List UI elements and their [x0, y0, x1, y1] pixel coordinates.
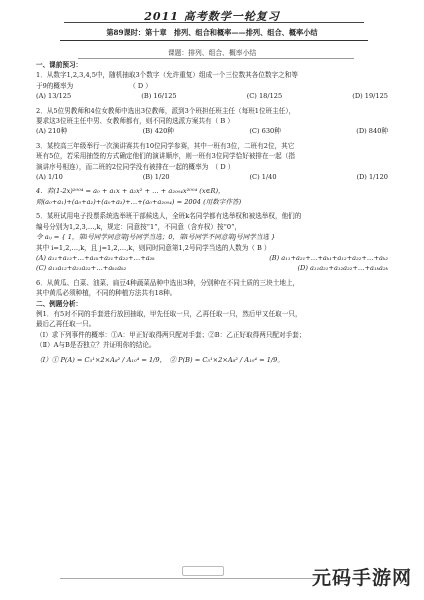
- example-1: [36, 309, 388, 365]
- problem-line: 于9的概率为 （ D ）: [36, 81, 152, 90]
- problem-line: 3．某校高三年级举行一次演讲赛共有10位同学参赛，其中一班有3位，二班有2位，其它: [36, 141, 295, 150]
- example-line: 例1．有5对不同的手套进行放回抽取，甲先任取一只，乙再任取一只，然后甲又任取一只，: [36, 309, 302, 318]
- option-d: (D) 1/120: [356, 173, 388, 182]
- section-heading-examples: 二、例题分析：: [36, 299, 83, 308]
- option-row: [36, 253, 388, 263]
- problem-line: 班有5位，若采用抽签的方式确定他们的演讲顺序，则一班有3位同学恰好被排在一起（指: [36, 152, 295, 161]
- problem-line: 编号分别为1,2,3,…,k，规定：同意按“1”，不同意（含弃权）按“0”，: [36, 222, 242, 231]
- problem-line: 其中黄瓜必须种植，不同的种植方法共有18种。: [36, 289, 177, 298]
- problem-line: 1．从数字1,2,3,4,5中，随机抽取3个数字（允许重复）组成一个三位数其各位数字之和等: [36, 71, 298, 80]
- problem-3: [36, 141, 388, 183]
- option-row: [36, 263, 388, 273]
- topic-rule: [78, 58, 354, 59]
- problem-line: 6．从黄瓜、白菜、油菜、扁豆4种蔬菜品种中选出3种，分别种在不同土质的三块土地上，: [36, 278, 300, 287]
- problem-line: 其中 i=1,2,…,k，且 j=1,2,…,k，则同时同意第1,2号同学当选的人数为（ B ）: [36, 243, 271, 252]
- piecewise-definition: 令 aᵢⱼ = { 1，第i号同学同意第j号同学当选；0，第i号同学不同意第j号同学当选 }: [36, 233, 276, 242]
- lesson-title: 第89课时：第十章 排列、组合和概率——排列、组合、概率小结: [106, 28, 318, 37]
- option-c: (C) a₁₁a₁₂+a₂₁a₂₂+…+aₖ₁aₖ₂: [36, 264, 127, 273]
- option-d: (D) 840种: [356, 127, 388, 136]
- option-a: (A) a₁₁+a₁₂+…+a₁ₖ+a₂₁+a₂₂+…+a₂ₖ: [36, 253, 155, 262]
- option-row: [36, 126, 388, 136]
- header-rule: [64, 22, 364, 23]
- option-b: (B) 1/20: [142, 173, 170, 182]
- problem-2: [36, 106, 388, 137]
- option-row: [36, 172, 388, 182]
- problem-4: [36, 186, 388, 207]
- example-solution: （Ⅰ）① P(A) = C₅¹×2×A₈² / A₁₀⁴ = 1/9， ② P(B) = C₅¹×2×A₈² / A₁₀⁴ = 1/9。: [36, 355, 284, 364]
- example-line: （Ⅰ）求下列事件的概率：①A：甲正好取得两只配对手套；②B：乙正好取得两只配对手套；: [36, 330, 306, 339]
- option-a: (A) 13/125: [36, 92, 72, 101]
- option-c: (C) 1/40: [249, 173, 277, 182]
- option-a: (A) 210种: [36, 127, 68, 136]
- option-a: (A) 1/10: [36, 173, 63, 182]
- problem-line: 则(a₀+a₁)+(a₀+a₂)+(a₀+a₃)+…+(a₀+a₂₀₀₄) = 2004 (用数字作答): [36, 197, 242, 206]
- problem-6: [36, 278, 388, 299]
- watermark-logo-text: 元码手游网: [311, 567, 412, 589]
- problem-1: [36, 70, 388, 101]
- problem-line: 演讲序号相连），而二班的2位同学没有被排在一起的概率为 （ D ）: [36, 162, 235, 171]
- option-d: (D) 19/125: [352, 92, 388, 101]
- problem-line: 2．从5位男教师和4位女教师中选出3位教师，派到3个班担任班主任（每班1位班主任），: [36, 106, 296, 115]
- option-d: (D) a₁₁a₂₁+a₁₂a₂₂+…+a₁ₖa₂ₖ: [297, 264, 388, 273]
- document-header-title: 2011 高考数学一轮复习: [144, 10, 280, 23]
- option-row: [36, 91, 388, 101]
- problem-line: 5．某班试用电子投票系统选举班干部候选人，全班k名同学都有选举权和被选举权，他们的: [36, 212, 302, 221]
- problem-line: 要求这3位班主任中男、女教师都有，则不同的选派方案共有（ B ）: [36, 117, 234, 126]
- option-b: (B) 420种: [142, 127, 174, 136]
- option-c: (C) 18/125: [246, 92, 283, 101]
- option-b: (B) a₁₁+a₂₁+…+aₖ₁+a₁₂+a₂₂+…+aₖ₂: [269, 253, 388, 262]
- footer-rule: [60, 578, 320, 579]
- section-heading-preview: 一、课前预习：: [36, 61, 83, 69]
- option-c: (C) 630种: [249, 127, 281, 136]
- document-body: [36, 60, 388, 365]
- page-tab-mark: [182, 566, 224, 576]
- example-line: （Ⅱ）A与B是否独立？并证明你的结论。: [36, 341, 156, 350]
- example-line: 最后乙再任取一只。: [36, 320, 96, 329]
- topic-line: 课题：排列、组合、概率小结: [167, 49, 257, 57]
- problem-line: 4．若(1-2x)²⁰⁰⁴ = a₀ + a₁x + a₂x² + … + a₂₀₀₄x²⁰⁰⁴ (x∈R)，: [36, 187, 225, 196]
- lesson-rule: [60, 40, 368, 41]
- option-b: (B) 16/125: [141, 92, 177, 101]
- problem-5: [36, 211, 388, 273]
